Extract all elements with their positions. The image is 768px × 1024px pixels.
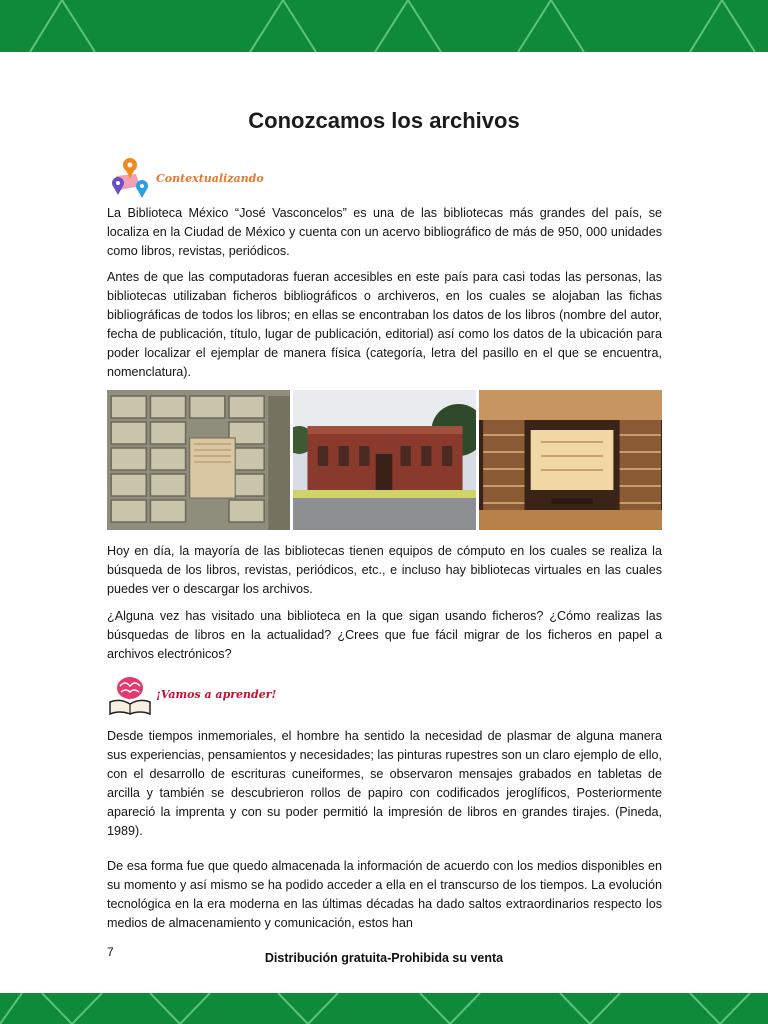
- page-title: Conozcamos los archivos: [248, 108, 520, 133]
- paragraph-historia: Desde tiempos inmemoriales, el hombre ha sentido la necesidad de plasmar de alguna manera sus experiencias, pensamientos y necesidades; las pinturas rupestres son un claro ejemplo de ello, con el desarrollo de escrituras cuneiformes, se observaron mensajes grabados en tabletas de arcilla y también se descubrieron rollos de papiro con codificados jeroglíficos, Posteriormente apareció la imprenta y con su poder permitió la impresión de libros en grandes tirajes. (Pineda, 1989).: [107, 729, 662, 838]
- paragraph-intro: La Biblioteca México “José Vasconcelos” es una de las bibliotecas más grandes del país, se localiza en la Ciudad de México y cuenta con un acervo bibliográfico de más de 950, 000 unidades como libros, revistas, periódicos.: [107, 206, 662, 258]
- footer-text: Distribución gratuita-Prohibida su venta: [264, 951, 504, 965]
- section-label: ¡Vamos a aprender!: [156, 687, 277, 701]
- page-number: 7: [107, 945, 114, 959]
- card-catalog-photo: [107, 390, 290, 530]
- paragraph-evolucion: De esa forma fue que quedo almacenada la información de acuerdo con los medios disponibles en su momento y así mismo se ha podido acceder a ella en el transcurso de los tiempos. La evolución tecnológica en la era moderna en las últimas décadas ha dado saltos extraordinarios respecto los medios de almacenamiento y comunicación, estos han: [107, 859, 662, 930]
- bottom-band: [0, 993, 768, 1024]
- section-label: Contextualizando: [156, 171, 264, 185]
- map-pins-icon: [106, 156, 154, 200]
- paragraph-ficheros: Antes de que las computadoras fueran accesibles en este país para casi todas las personas, las bibliotecas utilizaban ficheros bibliográficos o archiveros, en los cuales se alojaban las fichas bibliográficas de todos los libros; en ellas se encontraban los datos de los libros (nombre del autor, fecha de publicación, título, lugar de publicación, editorial) así como los datos de la ubicación para poder localizar el ejemplar de manera física (categoría, letra del pasillo en el que se encuentra, nomenclatura).: [107, 270, 662, 379]
- library-building-photo: [293, 390, 476, 530]
- paragraph-preguntas: ¿Alguna vez has visitado una biblioteca en la que sigan usando ficheros? ¿Cómo realizas las búsquedas de libros en la actualidad? ¿Crees que fue fácil migrar de los ficheros en papel a archivos electrónicos?: [107, 609, 662, 661]
- paragraph-hoy: Hoy en día, la mayoría de las bibliotecas tienen equipos de cómputo en los cuales se realiza la búsqueda de los libros, revistas, periódicos, etc., e incluso hay bibliotecas virtuales en las cuales puedes ver o descargar los archivos.: [107, 544, 662, 596]
- top-band: [0, 0, 768, 52]
- photo-strip: [107, 390, 662, 530]
- section-vamos-a-aprender: [106, 672, 276, 716]
- section-contextualizando: [106, 156, 264, 200]
- brain-book-icon: [106, 672, 154, 716]
- library-interior-photo: [479, 390, 662, 530]
